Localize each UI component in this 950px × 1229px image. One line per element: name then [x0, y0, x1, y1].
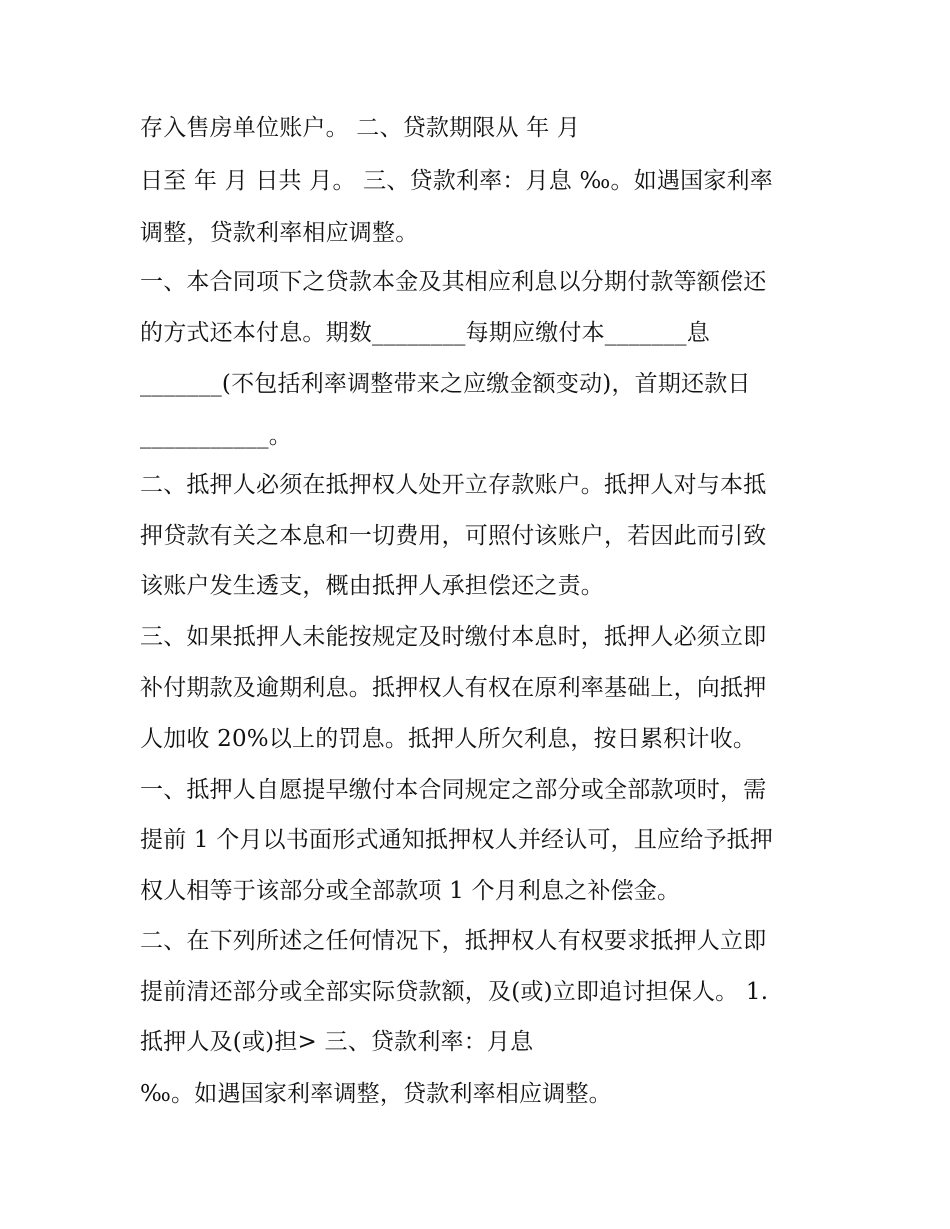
text-line: ___________。 — [140, 423, 292, 449]
text-line: 权人相等于该部分或全部款项 1 个月利息之补偿金。 — [140, 878, 681, 904]
text-line: 存入售房单位账户。 二、贷款期限从 年 月 — [140, 115, 581, 141]
text-line: 提前 1 个月以书面形式通知抵押权人并经认可，且应给予抵押 — [140, 827, 774, 853]
text-line: 一、本合同项下之贷款本金及其相应利息以分期付款等额偿还 — [140, 269, 767, 295]
text-line: 日至 年 月 日共 月。 三、贷款利率：月息 ‰。如遇国家利率 — [140, 168, 773, 194]
text-line: 三、如果抵押人未能按规定及时缴付本息时，抵押人必须立即 — [140, 624, 767, 650]
text-line: 的方式还本付息。期数________每期应缴付本_______息 — [140, 320, 710, 346]
text-line: 抵押人及(或)担> 三、贷款利率：月息 — [140, 1029, 534, 1055]
text-line: 二、在下列所述之任何情况下，抵押权人有权要求抵押人立即 — [140, 928, 767, 954]
text-line: 调整，贷款利率相应调整。 — [140, 220, 419, 246]
text-line: 一、抵押人自愿提早缴付本合同规定之部分或全部款项时，需 — [140, 777, 767, 803]
text-line: 人加收 20%以上的罚息。抵押人所欠利息，按日累积计收。 — [140, 726, 757, 752]
text-line: 提前清还部分或全部实际贷款额，及(或)立即追讨担保人。 1. — [140, 979, 769, 1005]
text-line: 补付期款及逾期利息。抵押权人有权在原利率基础上，向抵押 — [140, 675, 767, 701]
text-line: 押贷款有关之本息和一切费用，可照付该账户，若因此而引致 — [140, 523, 767, 549]
text-line: 二、抵押人必须在抵押权人处开立存款账户。抵押人对与本抵 — [140, 472, 767, 498]
text-line: 该账户发生透支，概由抵押人承担偿还之责。 — [140, 573, 604, 599]
text-line: _______(不包括利率调整带来之应缴金额变动)，首期还款日 — [140, 371, 751, 397]
text-line: ‰。如遇国家利率调整，贷款利率相应调整。 — [140, 1081, 612, 1107]
